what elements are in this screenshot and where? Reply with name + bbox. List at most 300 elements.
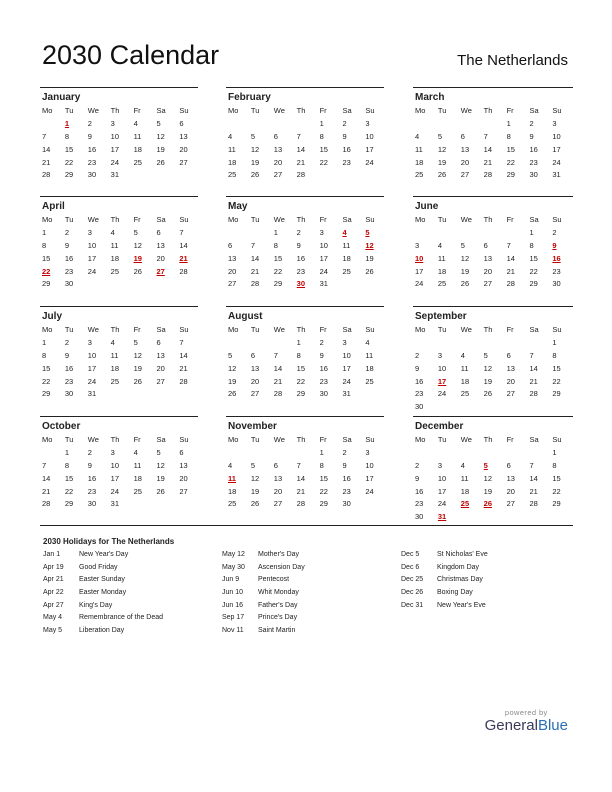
day-cell: 29 bbox=[42, 389, 51, 399]
weekday-header: Sa bbox=[342, 325, 352, 334]
holiday-entry bbox=[222, 589, 305, 602]
day-cell: 15 bbox=[319, 473, 328, 483]
weekday-header: Fr bbox=[133, 325, 141, 334]
day-cell: 13 bbox=[156, 240, 165, 250]
day-cell: 2 bbox=[529, 118, 534, 128]
day-cell: 8 bbox=[552, 350, 557, 360]
weekday-header: Tu bbox=[64, 325, 74, 334]
day-cell: 1 bbox=[296, 337, 301, 347]
day-cell: 3 bbox=[342, 337, 347, 347]
day-cell: 2 bbox=[415, 460, 420, 470]
day-cell: 18 bbox=[110, 253, 120, 263]
day-cell: 23 bbox=[87, 486, 97, 496]
holiday-day-cell: 5 bbox=[483, 460, 488, 470]
weekday-header: Sa bbox=[156, 215, 166, 224]
day-cell: 6 bbox=[273, 131, 278, 141]
day-cell: 30 bbox=[87, 170, 97, 180]
day-cell: 22 bbox=[64, 486, 74, 496]
day-cell: 23 bbox=[342, 157, 351, 167]
day-cell: 10 bbox=[342, 350, 351, 360]
day-cell: 20 bbox=[156, 253, 165, 263]
day-cell: 29 bbox=[319, 499, 328, 509]
day-cell: 15 bbox=[506, 144, 515, 154]
day-cell: 1 bbox=[64, 447, 70, 457]
day-cell: 4 bbox=[133, 447, 138, 457]
day-cell: 27 bbox=[273, 170, 283, 180]
day-cell: 20 bbox=[250, 376, 260, 386]
day-cell: 18 bbox=[342, 253, 351, 263]
day-cell: 8 bbox=[552, 460, 557, 470]
weekday-header: Th bbox=[296, 106, 306, 115]
day-cell: 22 bbox=[42, 376, 51, 386]
day-cell: 24 bbox=[437, 389, 447, 399]
day-cell: 11 bbox=[365, 350, 374, 360]
day-cell: 10 bbox=[87, 240, 97, 250]
day-cell: 7 bbox=[529, 460, 534, 470]
day-cell: 5 bbox=[228, 350, 233, 360]
day-cell: 14 bbox=[42, 144, 51, 154]
day-cell: 22 bbox=[296, 376, 306, 386]
day-cell: 15 bbox=[552, 473, 561, 483]
empty-cell bbox=[459, 337, 482, 350]
day-cell: 26 bbox=[133, 266, 142, 276]
holiday-entry bbox=[401, 564, 488, 577]
day-cell: 12 bbox=[133, 350, 142, 360]
empty-cell bbox=[226, 337, 249, 350]
day-cell: 26 bbox=[156, 486, 165, 496]
holiday-day-cell: 25 bbox=[460, 499, 470, 509]
day-cell: 28 bbox=[250, 279, 260, 289]
day-cell: 5 bbox=[156, 447, 161, 457]
day-cell: 23 bbox=[415, 389, 424, 399]
day-cell: 27 bbox=[250, 389, 260, 399]
weekday-header: Su bbox=[365, 215, 375, 224]
day-cell: 26 bbox=[228, 389, 237, 399]
day-cell: 9 bbox=[87, 460, 92, 470]
day-cell: 28 bbox=[42, 170, 51, 180]
day-cell: 27 bbox=[460, 170, 470, 180]
holiday-day-cell: 30 bbox=[296, 279, 306, 289]
holiday-entry bbox=[43, 627, 163, 640]
day-cell: 10 bbox=[319, 240, 328, 250]
day-cell: 27 bbox=[228, 279, 237, 289]
day-cell: 3 bbox=[87, 227, 92, 237]
holiday-name: St Nicholas' Eve bbox=[437, 551, 488, 558]
holiday-date: Dec 26 bbox=[401, 589, 424, 597]
holiday-name: Easter Monday bbox=[79, 589, 127, 597]
day-cell: 21 bbox=[250, 266, 260, 276]
day-cell: 14 bbox=[250, 253, 260, 263]
weekday-header: Tu bbox=[64, 106, 74, 115]
day-cell: 30 bbox=[415, 512, 424, 522]
day-cell: 23 bbox=[529, 157, 538, 167]
day-cell: 18 bbox=[133, 144, 142, 154]
empty-cell bbox=[436, 337, 459, 350]
day-cell: 19 bbox=[483, 486, 493, 496]
holiday-date: Jun 10 bbox=[222, 589, 244, 597]
day-cell: 18 bbox=[460, 486, 470, 496]
weekday-header: Th bbox=[483, 215, 493, 224]
weekday-header: Su bbox=[365, 435, 375, 444]
day-cell: 15 bbox=[273, 253, 283, 263]
day-cell: 6 bbox=[156, 227, 161, 237]
day-cell: 12 bbox=[483, 473, 493, 483]
day-cell: 10 bbox=[437, 363, 447, 373]
day-cell: 2 bbox=[296, 227, 301, 237]
day-cell: 5 bbox=[133, 227, 138, 237]
weekday-header: Su bbox=[365, 325, 375, 334]
day-cell: 25 bbox=[415, 170, 424, 180]
day-cell: 29 bbox=[273, 279, 283, 289]
month-name: December bbox=[415, 421, 464, 432]
month-name: February bbox=[228, 92, 271, 103]
day-cell: 13 bbox=[506, 473, 515, 483]
day-cell: 22 bbox=[319, 486, 328, 496]
day-cell: 31 bbox=[110, 170, 120, 180]
holiday-day-cell: 9 bbox=[552, 240, 557, 250]
day-cell: 1 bbox=[552, 447, 557, 457]
empty-cell bbox=[436, 118, 459, 131]
day-cell: 19 bbox=[365, 253, 374, 263]
day-cell: 3 bbox=[365, 447, 370, 457]
month-name: October bbox=[42, 421, 81, 432]
holiday-entry bbox=[401, 576, 488, 589]
day-cell: 17 bbox=[552, 144, 561, 154]
weekday-header: Tu bbox=[250, 215, 260, 224]
day-cell: 21 bbox=[273, 376, 283, 386]
holiday-date: May 12 bbox=[222, 551, 245, 558]
day-cell: 1 bbox=[319, 447, 324, 457]
empty-cell bbox=[482, 227, 505, 240]
holiday-day-cell: 16 bbox=[552, 253, 561, 263]
day-cell: 21 bbox=[506, 266, 515, 276]
empty-cell bbox=[459, 227, 482, 240]
weekday-header: Fr bbox=[319, 106, 327, 115]
holiday-day-cell: 27 bbox=[156, 266, 165, 276]
day-cell: 22 bbox=[552, 376, 561, 386]
month-days-grid bbox=[413, 214, 573, 291]
day-cell: 21 bbox=[296, 157, 306, 167]
day-cell: 6 bbox=[273, 460, 278, 470]
holiday-entry bbox=[222, 551, 305, 564]
day-cell: 13 bbox=[179, 131, 188, 141]
holiday-name: Christmas Day bbox=[437, 576, 483, 584]
empty-cell bbox=[413, 227, 436, 240]
weekday-header: Mo bbox=[228, 435, 239, 444]
day-cell: 8 bbox=[273, 240, 278, 250]
month-october bbox=[40, 416, 198, 511]
day-cell: 12 bbox=[133, 240, 142, 250]
day-cell: 27 bbox=[483, 279, 493, 289]
month-september bbox=[413, 306, 573, 414]
holiday-entry bbox=[43, 564, 163, 577]
weekday-header: We bbox=[273, 435, 285, 444]
day-cell: 13 bbox=[460, 144, 470, 154]
day-cell: 10 bbox=[365, 131, 374, 141]
month-august bbox=[226, 306, 384, 401]
day-cell: 17 bbox=[365, 144, 374, 154]
day-cell: 21 bbox=[179, 363, 188, 373]
weekday-header: Tu bbox=[64, 215, 74, 224]
powered-by-text: powered by bbox=[504, 708, 548, 717]
weekday-header: Su bbox=[552, 325, 562, 334]
day-cell: 29 bbox=[529, 279, 538, 289]
day-cell: 21 bbox=[296, 486, 306, 496]
footer-branding[interactable] bbox=[485, 708, 568, 734]
empty-cell bbox=[272, 447, 295, 460]
day-cell: 30 bbox=[87, 499, 97, 509]
holiday-name: New Year's Eve bbox=[437, 601, 486, 609]
day-cell: 5 bbox=[156, 118, 161, 128]
weekday-header: Su bbox=[552, 215, 562, 224]
day-cell: 6 bbox=[179, 118, 184, 128]
month-days-grid bbox=[413, 324, 573, 414]
weekday-header: Th bbox=[483, 106, 493, 115]
weekday-header: Tu bbox=[437, 325, 447, 334]
day-cell: 29 bbox=[64, 499, 74, 509]
day-cell: 7 bbox=[250, 240, 256, 250]
day-cell: 16 bbox=[529, 144, 538, 154]
weekday-header: Tu bbox=[250, 325, 260, 334]
holiday-name: Liberation Day bbox=[79, 627, 125, 635]
day-cell: 22 bbox=[64, 157, 74, 167]
weekday-header: Fr bbox=[506, 106, 514, 115]
empty-cell bbox=[436, 447, 459, 460]
day-cell: 18 bbox=[110, 363, 120, 373]
day-cell: 29 bbox=[552, 499, 561, 509]
day-cell: 19 bbox=[437, 157, 447, 167]
holiday-entry bbox=[43, 614, 163, 627]
month-name: September bbox=[415, 311, 467, 322]
holiday-name: Remembrance of the Dead bbox=[79, 614, 164, 622]
day-cell: 11 bbox=[228, 144, 236, 154]
empty-cell bbox=[482, 447, 505, 460]
day-cell: 18 bbox=[228, 157, 237, 167]
holiday-date: Apr 21 bbox=[43, 576, 64, 584]
day-cell: 2 bbox=[342, 118, 347, 128]
holiday-day-cell: 11 bbox=[228, 473, 236, 483]
day-cell: 2 bbox=[342, 447, 347, 457]
holiday-name: Easter Sunday bbox=[79, 576, 125, 584]
day-cell: 25 bbox=[460, 389, 470, 399]
day-cell: 16 bbox=[296, 253, 306, 263]
day-cell: 3 bbox=[365, 118, 370, 128]
weekday-header: Mo bbox=[42, 215, 53, 224]
month-january bbox=[40, 87, 198, 182]
month-november bbox=[226, 416, 384, 511]
day-cell: 25 bbox=[437, 279, 447, 289]
weekday-header: Th bbox=[110, 325, 120, 334]
holiday-date: May 5 bbox=[43, 627, 63, 635]
weekday-header: Mo bbox=[42, 325, 53, 334]
day-cell: 26 bbox=[365, 266, 374, 276]
weekday-header: Sa bbox=[342, 106, 352, 115]
day-cell: 11 bbox=[133, 460, 142, 470]
holiday-date: Jun 9 bbox=[222, 576, 240, 584]
day-cell: 6 bbox=[483, 240, 488, 250]
day-cell: 28 bbox=[179, 266, 188, 276]
day-cell: 9 bbox=[415, 473, 420, 483]
day-cell: 16 bbox=[415, 376, 424, 386]
holiday-name: Kingdom Day bbox=[437, 563, 480, 571]
day-cell: 5 bbox=[250, 131, 256, 141]
weekday-header: Su bbox=[552, 435, 562, 444]
day-cell: 6 bbox=[179, 447, 184, 457]
day-cell: 24 bbox=[365, 157, 374, 167]
holiday-name: Mother's Day bbox=[258, 551, 300, 558]
month-name: June bbox=[415, 201, 439, 212]
day-cell: 17 bbox=[415, 266, 424, 276]
empty-cell bbox=[226, 118, 249, 131]
weekday-header: Su bbox=[552, 106, 562, 115]
holidays-heading: 2030 Holidays for The Netherlands bbox=[43, 537, 175, 546]
day-cell: 17 bbox=[110, 473, 120, 483]
day-cell: 2 bbox=[415, 350, 420, 360]
weekday-header: Mo bbox=[415, 325, 426, 334]
weekday-header: Fr bbox=[133, 106, 141, 115]
day-cell: 30 bbox=[529, 170, 538, 180]
holiday-name: Saint Martin bbox=[258, 627, 296, 635]
day-cell: 20 bbox=[273, 486, 283, 496]
day-cell: 13 bbox=[483, 253, 493, 263]
day-cell: 3 bbox=[110, 118, 115, 128]
day-cell: 9 bbox=[529, 131, 534, 141]
month-days-grid bbox=[413, 105, 573, 182]
day-cell: 25 bbox=[365, 376, 374, 386]
day-cell: 3 bbox=[87, 337, 92, 347]
day-cell: 20 bbox=[506, 486, 515, 496]
day-cell: 30 bbox=[319, 389, 328, 399]
day-cell: 18 bbox=[460, 376, 470, 386]
holiday-entry bbox=[43, 551, 163, 564]
day-cell: 4 bbox=[133, 118, 138, 128]
day-cell: 17 bbox=[87, 363, 97, 373]
empty-cell bbox=[459, 118, 482, 131]
day-cell: 13 bbox=[179, 460, 188, 470]
day-cell: 15 bbox=[42, 253, 51, 263]
day-cell: 22 bbox=[273, 266, 283, 276]
day-cell: 4 bbox=[415, 131, 420, 141]
holiday-day-cell: 5 bbox=[365, 227, 370, 237]
day-cell: 29 bbox=[296, 389, 306, 399]
day-cell: 24 bbox=[365, 486, 374, 496]
day-cell: 8 bbox=[529, 240, 534, 250]
day-cell: 8 bbox=[319, 460, 324, 470]
weekday-header: We bbox=[273, 215, 285, 224]
holiday-name: Whit Monday bbox=[258, 589, 299, 597]
day-cell: 30 bbox=[64, 389, 74, 399]
day-cell: 2 bbox=[319, 337, 324, 347]
month-may bbox=[226, 196, 384, 291]
day-cell: 31 bbox=[552, 170, 561, 180]
day-cell: 3 bbox=[437, 460, 443, 470]
day-cell: 27 bbox=[506, 499, 515, 509]
day-cell: 10 bbox=[110, 131, 120, 141]
calendar-bottom-divider bbox=[40, 525, 573, 526]
day-cell: 24 bbox=[319, 266, 328, 276]
weekday-header: Fr bbox=[506, 325, 514, 334]
day-cell: 4 bbox=[110, 227, 115, 237]
day-cell: 8 bbox=[42, 350, 47, 360]
holiday-date: May 30 bbox=[222, 563, 245, 571]
holiday-day-cell: 10 bbox=[415, 253, 424, 263]
holiday-entry bbox=[222, 602, 305, 615]
empty-cell bbox=[527, 337, 550, 350]
day-cell: 23 bbox=[319, 376, 328, 386]
day-cell: 26 bbox=[437, 170, 447, 180]
day-cell: 8 bbox=[42, 240, 47, 250]
weekday-header: We bbox=[460, 435, 472, 444]
empty-cell bbox=[40, 118, 63, 131]
day-cell: 15 bbox=[64, 144, 74, 154]
day-cell: 6 bbox=[156, 337, 161, 347]
day-cell: 23 bbox=[342, 486, 351, 496]
weekday-header: Mo bbox=[415, 435, 426, 444]
month-name: May bbox=[228, 201, 248, 212]
weekday-header: Mo bbox=[228, 106, 239, 115]
month-days-grid bbox=[226, 105, 384, 182]
day-cell: 6 bbox=[506, 460, 511, 470]
empty-cell bbox=[527, 447, 550, 460]
day-cell: 14 bbox=[529, 363, 538, 373]
day-cell: 10 bbox=[552, 131, 561, 141]
day-cell: 1 bbox=[273, 227, 278, 237]
month-days-grid bbox=[226, 214, 384, 291]
day-cell: 4 bbox=[228, 460, 233, 470]
day-cell: 10 bbox=[87, 350, 97, 360]
day-cell: 13 bbox=[156, 350, 165, 360]
day-cell: 2 bbox=[87, 447, 92, 457]
empty-cell bbox=[505, 337, 528, 350]
holiday-entry bbox=[401, 602, 488, 615]
weekday-header: Su bbox=[179, 215, 189, 224]
day-cell: 19 bbox=[228, 376, 237, 386]
weekday-header: Sa bbox=[156, 435, 166, 444]
day-cell: 22 bbox=[529, 266, 538, 276]
day-cell: 24 bbox=[437, 499, 447, 509]
day-cell: 30 bbox=[415, 402, 424, 412]
day-cell: 2 bbox=[87, 118, 92, 128]
day-cell: 22 bbox=[506, 157, 515, 167]
day-cell: 24 bbox=[87, 376, 97, 386]
empty-cell bbox=[436, 227, 459, 240]
day-cell: 31 bbox=[342, 389, 351, 399]
day-cell: 29 bbox=[42, 279, 51, 289]
day-cell: 30 bbox=[342, 499, 351, 509]
day-cell: 25 bbox=[110, 266, 120, 276]
day-cell: 4 bbox=[460, 460, 465, 470]
weekday-header: Th bbox=[483, 325, 493, 334]
day-cell: 23 bbox=[296, 266, 306, 276]
country-name: The Netherlands bbox=[457, 52, 568, 69]
day-cell: 27 bbox=[506, 389, 515, 399]
day-cell: 19 bbox=[250, 157, 260, 167]
page-title: 2030 Calendar bbox=[42, 40, 220, 70]
day-cell: 26 bbox=[250, 499, 260, 509]
day-cell: 14 bbox=[529, 473, 538, 483]
day-cell: 29 bbox=[64, 170, 74, 180]
holiday-entry bbox=[222, 614, 305, 627]
holiday-date: Apr 27 bbox=[43, 601, 64, 609]
day-cell: 15 bbox=[529, 253, 538, 263]
day-cell: 26 bbox=[133, 376, 142, 386]
day-cell: 9 bbox=[87, 131, 92, 141]
day-cell: 30 bbox=[64, 279, 74, 289]
day-cell: 21 bbox=[529, 486, 538, 496]
day-cell: 14 bbox=[179, 240, 188, 250]
day-cell: 8 bbox=[296, 350, 301, 360]
day-cell: 28 bbox=[483, 170, 493, 180]
